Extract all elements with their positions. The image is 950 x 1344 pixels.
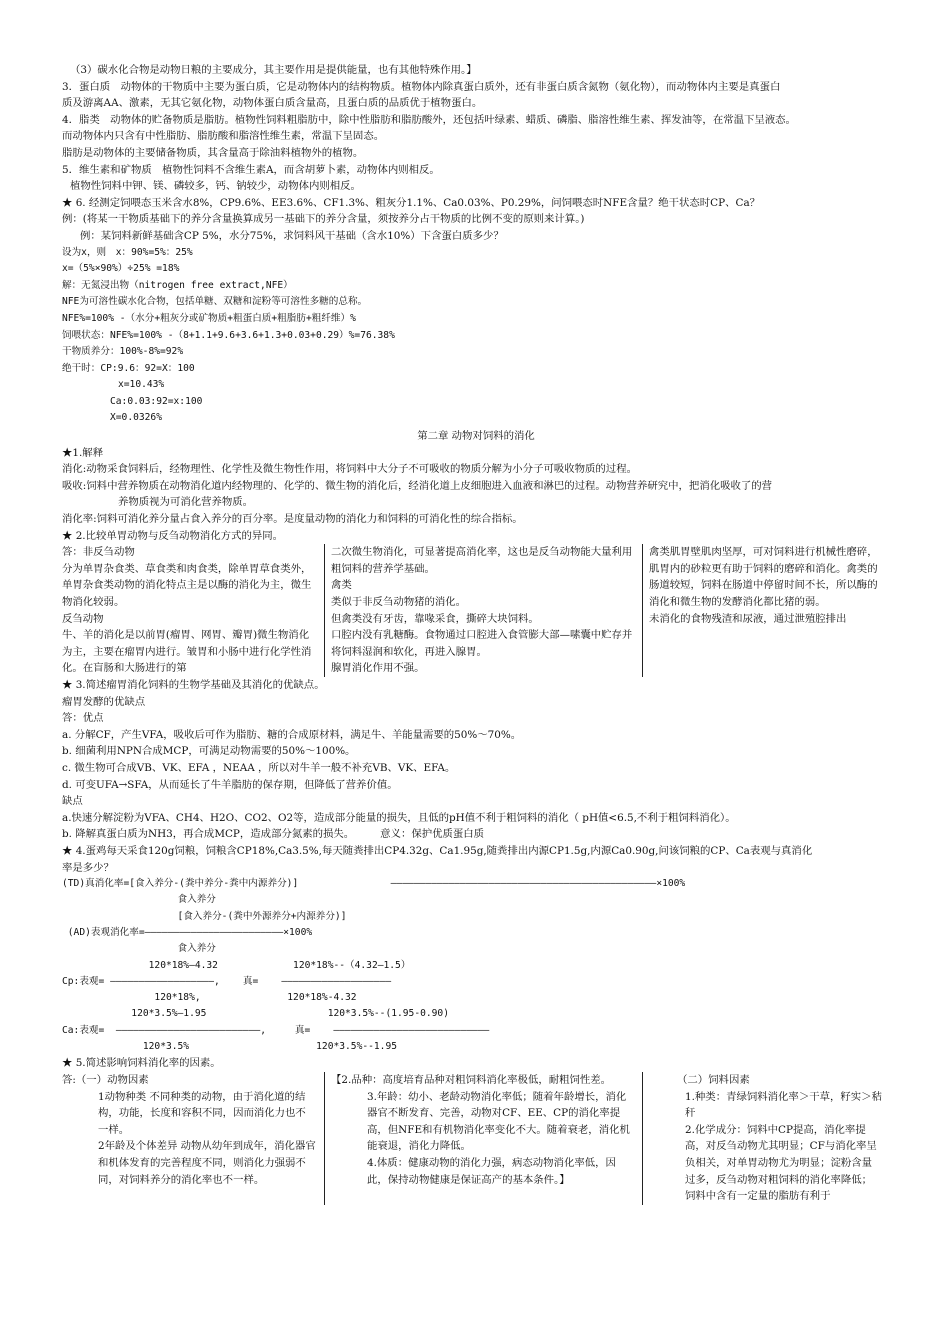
paragraph: 1动物种类 不同种类的动物，由于消化道的结构，功能，长度和容积不同，因而消化力也不一样。: [98, 1090, 306, 1136]
q5-column: [62, 1072, 324, 1205]
text-line: 脂肪是动物体的主要储备物质，其含量高于除油料植物外的植物。: [62, 146, 364, 159]
text-line: 4．脂类 动物体的贮备物质是脂肪。植物性饲料粗脂肪中，除中性脂肪和脂肪酸外，还包括叶绿素、蜡质、磷脂、脂溶性维生素、挥发油等，在常温下呈液态。: [62, 113, 796, 126]
formula-line: (TD)真消化率=[食入养分-(粪中养分-粪中内源养分)] ——————————————————————————————————————————————×100%: [62, 878, 686, 890]
q5-column: [324, 1072, 642, 1205]
text-line: 绝干时：CP:9.6：92=X：100: [62, 362, 195, 374]
text-line: a.快速分解淀粉为VFA、CH4、H2O、CO2、O2等，造成部分能量的损失，且低的pH值不利于粗饲料的消化（ pH值<6.5,不利于粗饲料消化）。: [62, 811, 736, 824]
q5-heading: ★ 5.简述影响饲料消化率的因素。: [62, 1057, 221, 1070]
q5-column: [642, 1072, 890, 1205]
paragraph: 答：非反刍动物: [62, 546, 135, 559]
text-line: 饲喂状态：NFE%=100% -（8+1.1+9.6+3.6+1.3+0.03+0.29）%=76.38%: [62, 329, 395, 341]
formula-line: 120*18%, 120*18%-4.32: [62, 992, 357, 1004]
text-line: 例：(将某一干物质基础下的养分含量换算成另一基础下的养分含量，须按养分占干物质的比例不变的原则来计算。): [62, 213, 585, 226]
text-line: 而动物体内只含有中性脂肪、脂肪酸和脂溶性维生素，常温下呈固态。: [62, 130, 385, 143]
text-line: （3）碳水化合物是动物日粮的主要成分，其主要作用是提供能量，也有其他特殊作用。】: [70, 64, 477, 76]
text-line: a. 分解CF，产生VFA，吸收后可作为脂肪、糖的合成原材料，满足牛、羊能量需要的50%～70%。: [62, 728, 522, 741]
text-line: Ca:0.03:92=x:100: [110, 395, 203, 407]
paragraph: 但禽类没有牙齿，靠喙采食，撕碎大块饲料。: [331, 612, 539, 625]
text-line: NFE为可溶性碳水化合物，包括单糖、双糖和淀粉等可溶性多糖的总称。: [62, 296, 368, 308]
text-line: ★ 6. 经测定饲喂态玉米含水8%，CP9.6%、EE3.6%、CF1.3%、粗灰分1.1%、Ca0.03%、P0.29%，问饲喂态时NFE含量？绝干状态时CP、Ca？: [62, 196, 761, 209]
paragraph: 3.年龄：幼小、老龄动物消化率低；随着年龄增长，消化器官不断发育、完善，动物对CF、EE、CP的消化率提高，但NFE和有机物消化率变化不大。随着衰老，消化机能衰退，消化力降低。: [367, 1090, 630, 1153]
paragraph: 牛、羊的消化是以前胃(瘤胃、网胃、瓣胃)微生物消化为主，主要在瘤胃内进行。皱胃和小肠中进行化学性消化。在盲肠和大肠进行的第: [62, 629, 312, 675]
formula-line: (AD)表观消化率=————————————————————————×100%: [62, 926, 313, 938]
paragraph: 腺胃消化作用不强。: [331, 662, 425, 675]
text-line: 质及游离AA、激素，无其它氨化物，动物体蛋白质含量高，且蛋白质的品质优于植物蛋白。: [62, 97, 483, 110]
formula-line: Ca:表观= —————————————————————————, 真= ———————————————————————————: [62, 1024, 490, 1036]
paragraph: 答:（一）动物因素: [62, 1073, 149, 1086]
text-line: 5．维生素和矿物质 植物性饲料不含维生素A，而含胡萝卜素，动物体内则相反。: [62, 163, 440, 176]
text-line: 率是多少？: [62, 861, 114, 874]
paragraph: 未消化的食物残渣和尿液，通过泄殖腔排出: [649, 612, 847, 625]
text-line: 缺点: [62, 795, 83, 808]
formula-line: 食入养分: [62, 943, 216, 955]
formula-line: 120*3.5%—1.95 120*3.5%--(1.95-0.90): [62, 1008, 449, 1020]
section-rumen-digestion: [62, 677, 890, 876]
paragraph: 类似于非反刍动物猪的消化。: [331, 596, 467, 608]
text-line: ★ 2.比较单胃动物与反刍动物消化方式的异同。: [62, 529, 284, 542]
formula-line: Cp:表观= ——————————————————, 真= ———————————————————: [62, 975, 392, 987]
paragraph: （二）饲料因素: [677, 1073, 750, 1086]
digestibility-formulas: [62, 876, 890, 1055]
chapter-title: 第二章 动物对饲料的消化: [417, 430, 535, 443]
text-line: c. 微生物可合成VB、VK、EFA ，NEAA ，所以对牛羊一般不补充VB、VK、EFA。: [62, 761, 456, 774]
text-line: ★1.解释: [62, 446, 104, 459]
text-line: 3．蛋白质 动物体的干物质中主要为蛋白质，它是动物体内的结构物质。植物体内除真蛋白质外，还有非蛋白质含氮物（氨化物），而动物体内主要是真蛋白: [62, 80, 781, 93]
text-line: b. 降解真蛋白质为NH3，再合成MCP，造成部分氮素的损失。 意义：保护优质蛋白质: [62, 828, 485, 841]
text-line: 消化:动物采食饲料后，经物理性、化学性及微生物性作用，将饲料中大分子不可吸收的物质分解为小分子可吸收物质的过程。: [62, 463, 637, 476]
text-line: ★ 4.蛋鸡每天采食120g饲粮，饲粮含CP18%,Ca3.5%,每天随粪排出CP4.32g、Ca1.95g,随粪排出内源CP1.5g,内源Ca0.90g,问该饲粮的CP、Ca表观与真消化: [62, 844, 813, 857]
formula-line: [食入养分-(粪中外源养分+内源养分)]: [62, 910, 347, 922]
paragraph: 2.化学成分：饲料中CP提高，消化率提高，对反刍动物尤其明显；CF与消化率呈负相关，对单胃动物尤为明显；淀粉含量过多，反刍动物对粗饲料的消化率降低；饲料中含有一定量的脂肪有利于: [685, 1123, 877, 1203]
text-line: 瘤胃发酵的优缺点: [62, 695, 146, 708]
section-digestion-definitions: [62, 445, 890, 545]
text-line: 消化率:饲料可消化养分量占食入养分的百分率。是度量动物的消化力和饲料的可消化性的综合指标。: [62, 513, 523, 526]
q2-column: [642, 544, 890, 677]
paragraph: 二次微生物消化，可显著提高消化率，这也是反刍动物能大量利用粗饲料的营养学基础。: [331, 546, 633, 575]
text-line: x=（5%×90%）÷25% =18%: [62, 263, 180, 275]
text-line: d. 可变UFA→SFA，从而延长了牛羊脂肪的保存期，但降低了营养价值。: [62, 778, 398, 791]
section-feed-composition: [62, 62, 890, 427]
paragraph: 分为单胃杂食类、草食类和肉食类，除单胃草食类外，单胃杂食类动物的消化特点主是以酶的消化为主，微生物消化较弱。: [62, 562, 312, 608]
paragraph: 禽类肌胃壁肌肉坚厚，可对饲料进行机械性磨碎，肌胃内的砂粒更有助于饲料的磨碎和消化。禽类的肠道较短，饲料在肠道中停留时间不长，所以酶的消化和微生物的发酵消化都比猪的弱。: [649, 546, 878, 608]
formula-line: 120*18%—4.32 120*18%--（4.32—1.5）: [62, 959, 411, 971]
paragraph: 口腔内没有乳糖酶。食物通过口腔进入食管膨大部—嗉囊中贮存并将饲料湿润和软化，再进入腺胃。: [331, 629, 633, 658]
text-line: ★ 3.简述瘤胃消化饲料的生物学基础及其消化的优缺点。: [62, 678, 325, 691]
q2-column: [62, 544, 324, 677]
q5-columns: [62, 1072, 890, 1205]
text-line: 吸收:饲料中营养物质在动物消化道内经物理的、化学的、微生物的消化后，经消化道上皮细胞进入血液和淋巴的过程。动物营养研究中，把消化吸收了的营: [62, 479, 773, 492]
paragraph: 禽类: [331, 579, 352, 592]
text-line: b. 细菌利用NPN合成MCP，可满足动物需要的50%～100%。: [62, 745, 356, 758]
text-line: NFE%=100% -（水分+粗灰分或矿物质+粗蛋白质+粗脂肪+粗纤维）%: [62, 312, 356, 324]
paragraph: 4.体质：健康动物的消化力强，病态动物消化率低，因此，保持动物健康是保证高产的基本条件。】: [367, 1156, 616, 1186]
text-line: X=0.0326%: [110, 412, 162, 424]
paragraph: 反刍动物: [62, 612, 104, 625]
document-page: [62, 62, 890, 1205]
text-line: 干物质养分：100%-8%=92%: [62, 346, 184, 358]
text-line: 植物性饲料中钾、镁、磷较多，钙、钠较少，动物体内则相反。: [70, 180, 361, 193]
formula-line: 食入养分: [62, 894, 216, 906]
q2-column: [324, 544, 642, 677]
paragraph: 2年龄及个体差异 动物从幼年到成年，消化器官和机体发育的完善程度不同，则消化力强弱不同，对饲料养分的消化率也不一样。: [98, 1140, 316, 1186]
text-line: 设为x，则 x：90%=5%：25%: [62, 246, 193, 258]
text-line: 解：无氮浸出物（nitrogen free extract,NFE）: [62, 279, 293, 291]
paragraph: 【2.品种：高度培育品种对粗饲料消化率极低，耐粗饲性差。: [331, 1073, 612, 1086]
text-line: 例：某饲料新鲜基础含CP 5%，水分75%，求饲料风干基础（含水10%）下含蛋白质多少？: [80, 229, 504, 242]
text-line: x=10.43%: [118, 379, 165, 391]
paragraph: 1.种类：青绿饲料消化率＞干草，籽实＞秸秆: [685, 1090, 882, 1120]
q2-columns: [62, 544, 890, 677]
text-line: 养物质视为可消化营养物质。: [118, 496, 254, 509]
text-line: 答：优点: [62, 712, 104, 725]
formula-line: 120*3.5% 120*3.5%--1.95: [62, 1041, 398, 1053]
